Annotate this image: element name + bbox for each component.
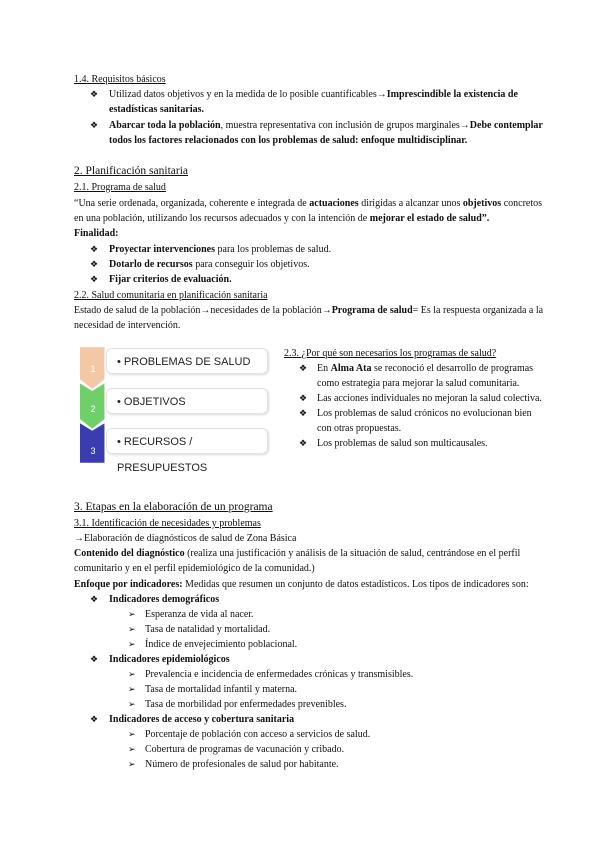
enfoque-text: Medidas que resumen un conjunto de datos estadísticos. Los tipos de indicadores son: bbox=[182, 579, 529, 590]
s22-bold-b: Programa de salud bbox=[331, 305, 413, 316]
section-heading-2: 2. Planificación sanitaria bbox=[74, 165, 189, 177]
diamond-bullet-icon: ❖ bbox=[90, 120, 99, 130]
indicator-item: Cobertura de programas de vacunación y cribado. bbox=[145, 744, 345, 755]
requisito-2-line1 bbox=[109, 118, 543, 133]
def-bold-d: objetivos bbox=[462, 198, 502, 209]
s22-text-c: = Es la respuesta organizada a la bbox=[412, 305, 544, 316]
diagram-box-objetivos: • OBJETIVOS bbox=[106, 388, 268, 414]
step-number: 3 bbox=[90, 446, 96, 456]
finalidad-item bbox=[109, 242, 331, 257]
contenido-text: (realiza una justificación y análisis de la situación de salud, centrándose en el perfil bbox=[184, 548, 521, 559]
s23-item: Los problemas de salud son multicausales. bbox=[317, 438, 488, 449]
arrow-bullet-icon: ➢ bbox=[128, 699, 136, 709]
diamond-bullet-icon: ❖ bbox=[90, 274, 99, 284]
finalidad-item bbox=[109, 272, 232, 287]
section-heading-2-3: 2.3. ¿Por qué son necesarios los programas de salud? bbox=[284, 348, 497, 359]
finalidad-item-text: para conseguir los objetivos. bbox=[192, 259, 310, 270]
s23-text2: se reconoció el desarrollo de programas bbox=[371, 363, 534, 374]
section-heading-1-4: 1.4. Requisitos básicos bbox=[74, 74, 166, 85]
requisito-2-text: , muestra representativa con inclusión de grupos marginales→ bbox=[220, 120, 470, 131]
requisito-2-bold: Abarcar toda la población bbox=[109, 120, 221, 131]
def-text-a: “Una serie ordenada, organizada, coherente e integrada de bbox=[74, 198, 310, 209]
section-heading-2-1: 2.1. Programa de salud bbox=[74, 182, 166, 193]
s23-text: En bbox=[317, 363, 331, 374]
arrow-bullet-icon: ➢ bbox=[128, 639, 136, 649]
indicator-group-title: Indicadores epidemiológicos bbox=[109, 654, 230, 665]
diamond-bullet-icon: ❖ bbox=[90, 594, 99, 604]
def2-text-a: en una población, utilizando los recursos adecuados y con la intención de bbox=[74, 213, 370, 224]
arrow-bullet-icon: ➢ bbox=[128, 669, 136, 679]
def2-bold-b: mejorar el estado de salud”. bbox=[369, 213, 490, 224]
diagram-box-problemas: • PROBLEMAS DE SALUD bbox=[106, 348, 268, 374]
diamond-bullet-icon: ❖ bbox=[299, 438, 308, 448]
arrow-bullet-icon: ➢ bbox=[128, 609, 136, 619]
step-number: 1 bbox=[90, 364, 96, 374]
requisito-2-line2: todos los factores relacionados con los problemas de salud: enfoque multidisciplinar. bbox=[109, 135, 468, 146]
section-heading-2-2: 2.2. Salud comunitaria en planificación sanitaria bbox=[74, 290, 268, 301]
indicator-item: Tasa de morbilidad por enfermedades prevenibles. bbox=[145, 699, 347, 710]
diamond-bullet-icon: ❖ bbox=[299, 408, 308, 418]
diamond-bullet-icon: ❖ bbox=[90, 714, 99, 724]
arrow-bullet-icon: ➢ bbox=[128, 624, 136, 634]
indicator-item: Tasa de mortalidad infantil y materna. bbox=[145, 684, 298, 695]
diamond-bullet-icon: ❖ bbox=[299, 363, 308, 373]
finalidad-item-bold: Dotarlo de recursos bbox=[109, 259, 193, 270]
requisito-1-text: Utilizad datos objetivos y en la medida de lo posible cuantificables→ bbox=[109, 89, 387, 100]
s23-item-line2: con otras propuestas. bbox=[317, 423, 402, 434]
arrow-bullet-icon: ➢ bbox=[128, 729, 136, 739]
diamond-bullet-icon: ❖ bbox=[90, 259, 99, 269]
program-diagram bbox=[80, 346, 270, 474]
finalidad-item-bold: Proyectar intervenciones bbox=[109, 244, 215, 255]
indicator-item: Prevalencia e incidencia de enfermedades crónicas y transmisibles. bbox=[145, 669, 414, 680]
s22-line1 bbox=[74, 303, 543, 318]
diamond-bullet-icon: ❖ bbox=[90, 89, 99, 99]
definition-line2 bbox=[74, 211, 489, 226]
definition-line1 bbox=[74, 196, 542, 211]
requisito-1-bold: Imprescindible la existencia de bbox=[386, 89, 518, 100]
enfoque-line bbox=[74, 577, 529, 592]
s23-item bbox=[317, 361, 533, 376]
diagram-box-recursos: • RECURSOS / PRESUPUESTOS bbox=[106, 428, 268, 454]
contenido-bold: Contenido del diagnóstico bbox=[74, 548, 185, 559]
indicator-item: Tasa de natalidad y mortalidad. bbox=[145, 624, 271, 635]
elaboracion-line: →Elaboración de diagnósticos de salud de Zona Básica bbox=[74, 533, 297, 544]
indicator-item: Índice de envejecimiento poblacional. bbox=[145, 639, 298, 650]
s23-item-line2: como estrategia para mejorar la salud comunitaria. bbox=[317, 378, 520, 389]
contenido-line1 bbox=[74, 546, 520, 561]
enfoque-bold: Enfoque por indicadores: bbox=[74, 579, 183, 590]
indicator-item: Número de profesionales de salud por habitante. bbox=[145, 759, 339, 770]
diamond-bullet-icon: ❖ bbox=[90, 244, 99, 254]
finalidad-item bbox=[109, 257, 310, 272]
finalidad-item-text: para los problemas de salud. bbox=[215, 244, 332, 255]
indicator-item: Esperanza de vida al nacer. bbox=[145, 609, 254, 620]
s23-item: Las acciones individuales no mejoran la salud colectiva. bbox=[317, 393, 542, 404]
s23-bold: Alma Ata bbox=[330, 363, 372, 374]
requisito-1-line1 bbox=[109, 87, 518, 102]
indicator-group-title: Indicadores demográficos bbox=[109, 594, 220, 605]
section-heading-3: 3. Etapas en la elaboración de un programa bbox=[74, 501, 273, 513]
arrow-bullet-icon: ➢ bbox=[128, 744, 136, 754]
indicator-group-title: Indicadores de acceso y cobertura sanitaria bbox=[109, 714, 295, 725]
contenido-line2: comunitario y en el perfil epidemiológico de la comunidad.) bbox=[74, 563, 315, 574]
def-bold-b: actuaciones bbox=[309, 198, 359, 209]
step-number: 2 bbox=[90, 404, 96, 414]
finalidad-item-bold: Fijar criterios de evaluación. bbox=[109, 274, 232, 285]
def-text-e: concretos bbox=[501, 198, 543, 209]
s23-item: Los problemas de salud crónicos no evolucionan bien bbox=[317, 408, 532, 419]
s22-line2: necesidad de intervención. bbox=[74, 320, 181, 331]
def-text-c: dirigidas a alcanzar unos bbox=[358, 198, 463, 209]
indicator-item: Porcentaje de población con acceso a servicios de salud. bbox=[145, 729, 371, 740]
finalidad-label: Finalidad: bbox=[74, 228, 119, 239]
diamond-bullet-icon: ❖ bbox=[90, 654, 99, 664]
section-heading-3-1: 3.1. Identificación de necesidades y problemas bbox=[74, 518, 261, 529]
requisito-1-line2: estadísticas sanitarias. bbox=[109, 104, 204, 115]
arrow-bullet-icon: ➢ bbox=[128, 684, 136, 694]
requisito-2-bold2: Debe contemplar bbox=[469, 120, 543, 131]
diamond-bullet-icon: ❖ bbox=[299, 393, 308, 403]
arrow-bullet-icon: ➢ bbox=[128, 759, 136, 769]
s22-text-a: Estado de salud de la población→necesidades de la población→ bbox=[74, 305, 332, 316]
